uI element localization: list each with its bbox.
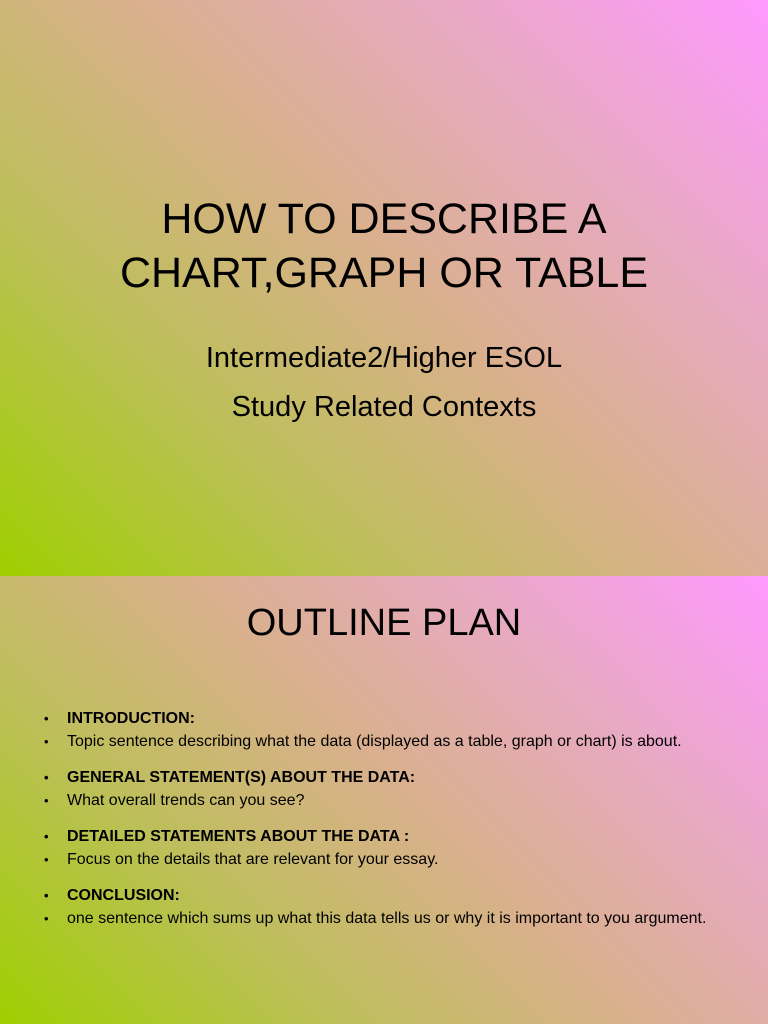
- bullet-icon: •: [44, 829, 49, 844]
- outline-bullet-list: [44, 710, 724, 928]
- list-item-text: CONCLUSION:: [67, 887, 180, 904]
- slide-subtitle: [0, 334, 768, 432]
- slide-title-line-1: HOW TO DESCRIBE A: [161, 195, 607, 243]
- list-item-text: DETAILED STATEMENTS ABOUT THE DATA :: [67, 828, 410, 845]
- slide-subtitle-line-1: Intermediate2/Higher ESOL: [205, 342, 563, 374]
- list-item-general-detail: [44, 792, 724, 810]
- list-item-text: one sentence which sums up what this data tells us or why it is important to you argument.: [67, 910, 707, 927]
- list-item-detailed-detail: [44, 851, 724, 869]
- bullet-icon: •: [44, 770, 49, 785]
- list-item-text: Focus on the details that are relevant for your essay.: [67, 851, 439, 868]
- list-item-text: INTRODUCTION:: [67, 710, 195, 727]
- list-item-conclusion-heading: [44, 887, 724, 905]
- bullet-icon: •: [44, 711, 49, 726]
- list-item-text: Topic sentence describing what the data (displayed as a table, graph or chart) is about.: [67, 733, 682, 750]
- bullet-icon: •: [44, 888, 49, 903]
- outline-slide: [0, 576, 768, 1024]
- list-item-introduction-heading: [44, 710, 724, 728]
- list-item-text: What overall trends can you see?: [67, 792, 305, 809]
- list-item-text: GENERAL STATEMENT(S) ABOUT THE DATA:: [67, 769, 416, 786]
- outline-title: OUTLINE PLAN: [246, 602, 522, 644]
- list-item-detailed-heading: [44, 828, 724, 846]
- slide-title: [0, 192, 768, 300]
- list-item-general-heading: [44, 769, 724, 787]
- slide-title-line-2: CHART,GRAPH OR TABLE: [119, 249, 649, 297]
- list-item-introduction-detail: [44, 733, 724, 751]
- list-item-conclusion-detail: [44, 910, 724, 928]
- bullet-icon: •: [44, 911, 49, 926]
- bullet-icon: •: [44, 734, 49, 749]
- bullet-icon: •: [44, 852, 49, 867]
- bullet-icon: •: [44, 793, 49, 808]
- slide-subtitle-line-2: Study Related Contexts: [231, 391, 537, 423]
